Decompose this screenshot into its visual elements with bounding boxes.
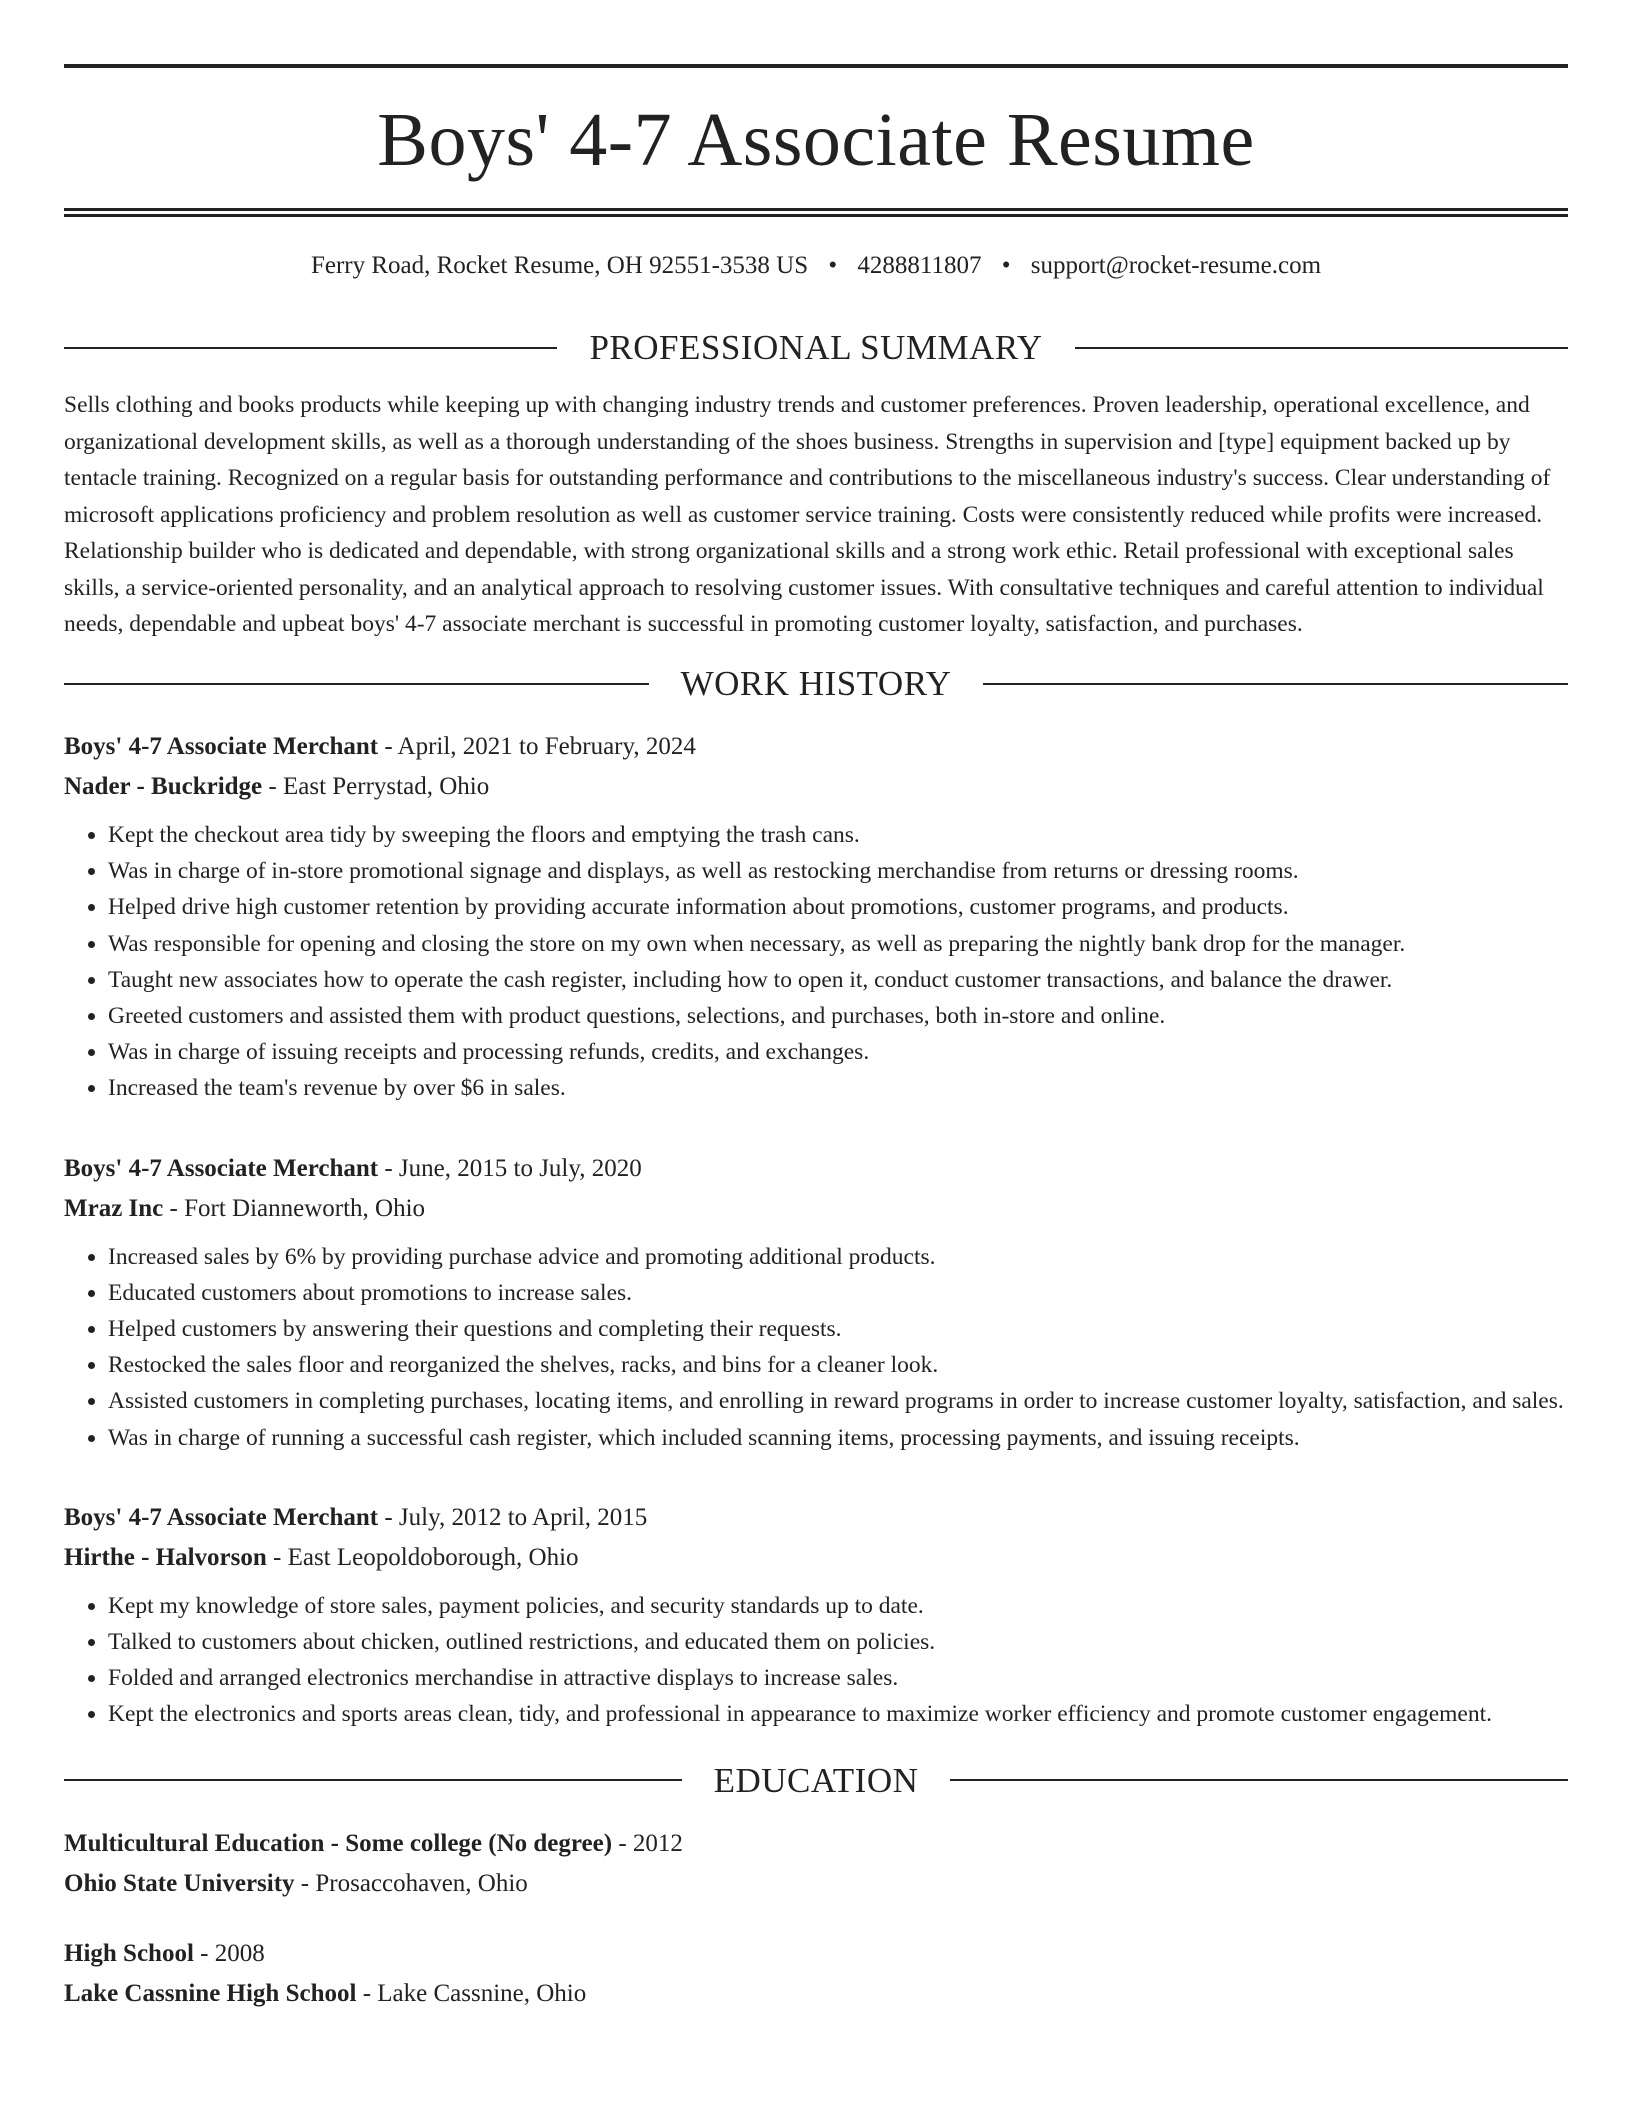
job-company: Mraz Inc [64,1194,164,1222]
list-item: • Folded and arranged electronics merchandise in attractive displays to increase sales. [108,1660,1568,1696]
education-school: Ohio State University [64,1869,295,1897]
job-location: - East Leopoldoborough, Ohio [266,1543,579,1571]
contact-line [64,253,1568,278]
list-item: • Helped drive high customer retention by providing accurate information about promotions, customer programs, and products. [108,889,1568,925]
job-company-line [64,1538,1568,1578]
heading-rule-right [1075,347,1568,349]
summary-heading [64,330,1568,365]
list-item: • Kept my knowledge of store sales, payment policies, and security standards up to date. [108,1588,1568,1624]
contact-email[interactable]: support@rocket-resume.com [1030,252,1322,279]
list-item: • Taught new associates how to operate the cash register, including how to open it, conduct customer transactions, and balance the drawer. [108,962,1568,998]
list-item: • Assisted customers in completing purchases, locating items, and enrolling in reward programs in order to increase customer loyalty, satisfaction, and sales. [108,1383,1568,1419]
job-title: Boys' 4-7 Associate Merchant [64,1154,379,1182]
list-item: • Was in charge of running a successful cash register, which included scanning items, processing payments, and issuing receipts. [108,1420,1568,1456]
job-company-line [64,1189,1568,1229]
list-item: • Kept the checkout area tidy by sweeping the floors and emptying the trash cans. [108,817,1568,853]
job-location: - Fort Dianneworth, Ohio [163,1194,426,1222]
job-company-line [64,767,1568,807]
summary-text: Sells clothing and books products while keeping up with changing industry trends and customer preferences. Proven leadership, operational excellence, and organizational development skills, as well as a thorough understanding of the shoes business. Strengths in supervision and [type] equipment backed up by tentacle training. Recognized on a regular basis for outstanding performance and contributions to the miscellaneous industry's success. Clear understanding of microsoft applications proficiency and problem resolution as well as customer service training. Costs were consistently reduced while profits were increased. Relationship builder who is dedicated and dependable, with strong organizational skills and a strong work ethic. Retail professional with exceptional sales skills, a service-oriented personality, and an analytical approach to resolving customer issues. With consultative techniques and careful attention to individual needs, dependable and upbeat boys' 4-7 associate merchant is successful in promoting customer loyalty, satisfaction, and purchases. [64,392,1551,637]
list-item: • Restocked the sales floor and reorganized the shelves, racks, and bins for a cleaner look. [108,1347,1568,1383]
list-item: • Educated customers about promotions to increase sales. [108,1275,1568,1311]
education-location: - Prosaccohaven, Ohio [294,1869,528,1897]
job-duties-list [64,1588,1568,1733]
list-item: • Greeted customers and assisted them with product questions, selections, and purchases, both in-store and online. [108,998,1568,1034]
education-location: - Lake Cassnine, Ohio [356,1979,587,2007]
resume-page [64,64,1568,2014]
heading-rule-right [983,683,1568,685]
job-title: Boys' 4-7 Associate Merchant [64,733,379,760]
job-dates: - July, 2012 to April, 2015 [378,1503,648,1531]
education-school: Lake Cassnine High School [64,1979,357,2007]
education-degree: Multicultural Education - Some college (No degree) [64,1829,613,1857]
job-company: Hirthe - Halvorson [64,1543,267,1571]
job-dates: - April, 2021 to February, 2024 [378,733,696,760]
list-item: • Was in charge of in-store promotional signage and displays, as well as restocking merchandise from returns or dressing rooms. [108,853,1568,889]
contact-address: Ferry Road, Rocket Resume, OH 92551-3538 US [310,252,809,279]
education-heading [64,1760,1568,1800]
education-entry [64,1824,1568,1904]
education-degree-line [64,1934,1568,1974]
job-title-line [64,1498,1568,1538]
list-item: • Increased the team's revenue by over $6 in sales. [108,1070,1568,1106]
education-year: - 2012 [612,1829,683,1857]
contact-phone[interactable]: 4288811807 [857,252,982,279]
job-entry [64,727,1568,1107]
heading-rule-right [950,1779,1568,1781]
education-year: - 2008 [193,1939,265,1967]
education-school-line [64,1974,1568,2014]
education-heading-label: EDUCATION [713,1760,919,1800]
contact-separator: • [828,252,838,279]
job-company: Nader - Buckridge [64,773,263,800]
job-entry [64,1149,1568,1456]
top-rule [64,64,1568,68]
job-title-line [64,1149,1568,1189]
education-degree: High School [64,1939,194,1967]
list-item: • Kept the electronics and sports areas clean, tidy, and professional in appearance to maximize worker efficiency and promote customer engagement. [108,1696,1568,1732]
work-history-heading [64,666,1568,701]
contact-separator: • [1001,252,1011,279]
education-degree-line [64,1824,1568,1864]
heading-rule-left [64,1779,682,1781]
job-location: - East Perrystad, Ohio [262,773,490,800]
job-dates: - June, 2015 to July, 2020 [378,1154,642,1182]
list-item: • Helped customers by answering their questions and completing their requests. [108,1311,1568,1347]
list-item: • Was in charge of issuing receipts and processing refunds, credits, and exchanges. [108,1034,1568,1070]
list-item: • Was responsible for opening and closing the store on my own when necessary, as well as preparing the nightly bank drop for the manager. [108,926,1568,962]
job-duties-list [64,1239,1568,1456]
work-history-heading-label: WORK HISTORY [680,664,952,703]
page-title: Boys' 4-7 Associate Resume [377,98,1255,182]
education-school-line [64,1864,1568,1904]
job-title-line [64,727,1568,767]
list-item: • Talked to customers about chicken, outlined restrictions, and educated them on policies. [108,1624,1568,1660]
job-title: Boys' 4-7 Associate Merchant [64,1503,379,1531]
heading-rule-left [64,347,557,349]
job-duties-list [64,817,1568,1107]
list-item: • Increased sales by 6% by providing purchase advice and promoting additional products. [108,1239,1568,1275]
education-entry [64,1934,1568,2014]
job-entry [64,1498,1568,1733]
heading-rule-left [64,683,649,685]
summary-heading-label: PROFESSIONAL SUMMARY [589,328,1043,367]
title-double-rule [64,208,1568,217]
